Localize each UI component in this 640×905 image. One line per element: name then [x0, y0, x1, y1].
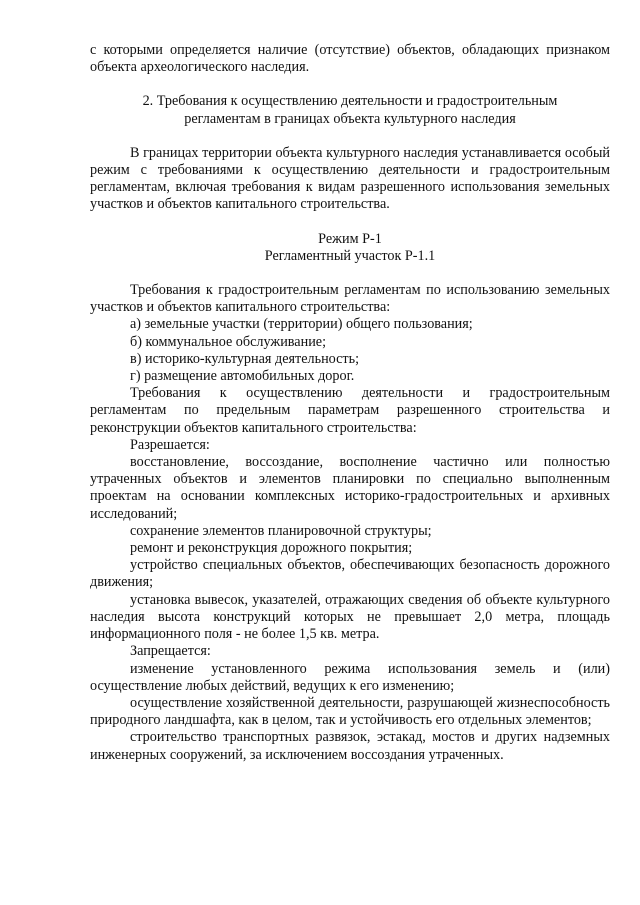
intro-continuation: с которыми определяется наличие (отсутствие) объектов, обладающих признаком объекта археологического наследия. [90, 42, 610, 76]
forbidden-item: строительство транспортных развязок, эстакад, мостов и других надземных инженерных сооружений, за исключением воссоздания утраченных. [90, 729, 610, 763]
regime-heading [90, 231, 610, 265]
regime-subtitle: Регламентный участок Р-1.1 [264, 247, 436, 264]
allowed-item: восстановление, воссоздание, восполнение частично или полностью утраченных объектов и элементов планировки по специально выполненным проектам на основании комплексных историко-градостроительных и архивных исследований; [90, 454, 610, 522]
allowed-item: ремонт и реконструкция дорожного покрытия; [130, 540, 413, 557]
use-item-d: г) размещение автомобильных дорог. [130, 368, 355, 385]
allowed-item: сохранение элементов планировочной структуры; [130, 522, 432, 539]
allowed-item: устройство специальных объектов, обеспечивающих безопасность дорожного движения; [90, 557, 610, 591]
use-item-a: а) земельные участки (территории) общего пользования; [130, 316, 473, 333]
allowed-label: Разрешается: [130, 436, 210, 453]
section-heading [90, 93, 610, 127]
use-item-c: в) историко-культурная деятельность; [130, 350, 360, 367]
section-paragraph: В границах территории объекта культурного наследия устанавливается особый режим с требованиями к осуществлению деятельности и градостроительным регламентам, включая требования к видам разрешенного использования земельных участков и объектов капитального строительства. [90, 144, 610, 213]
allowed-item: установка вывесок, указателей, отражающих сведения об объекте культурного наследия высота конструкций которых не превышает 2,0 метра, площадь информационного поля - не более 1,5 кв. метра. [90, 591, 610, 643]
document-page [90, 42, 610, 764]
section-heading-line-2: регламентам в границах объекта культурного наследия [184, 110, 516, 127]
regime-title: Режим Р-1 [318, 230, 382, 247]
section-heading-line-1: 2. Требования к осуществлению деятельности и градостроительным [142, 93, 558, 110]
forbidden-label: Запрещается: [130, 643, 211, 660]
forbidden-item: осуществление хозяйственной деятельности, разрушающей жизнеспособность природного ландшафта, как в целом, так и устойчивость его отдельных элементов; [90, 694, 610, 729]
use-item-b: б) коммунальное обслуживание; [130, 333, 327, 350]
requirements-use-intro: Требования к градостроительным регламентам по использованию земельных участков и объектов капитального строительства: [90, 282, 610, 316]
forbidden-item: изменение установленного режима использования земель и (или) осуществление любых действий, ведущих к его изменению; [90, 660, 610, 694]
requirements-params-intro: Требования к осуществлению деятельности и градостроительным регламентам по предельным параметрам разрешенного строительства и реконструкции объектов капитального строительства: [90, 385, 610, 436]
